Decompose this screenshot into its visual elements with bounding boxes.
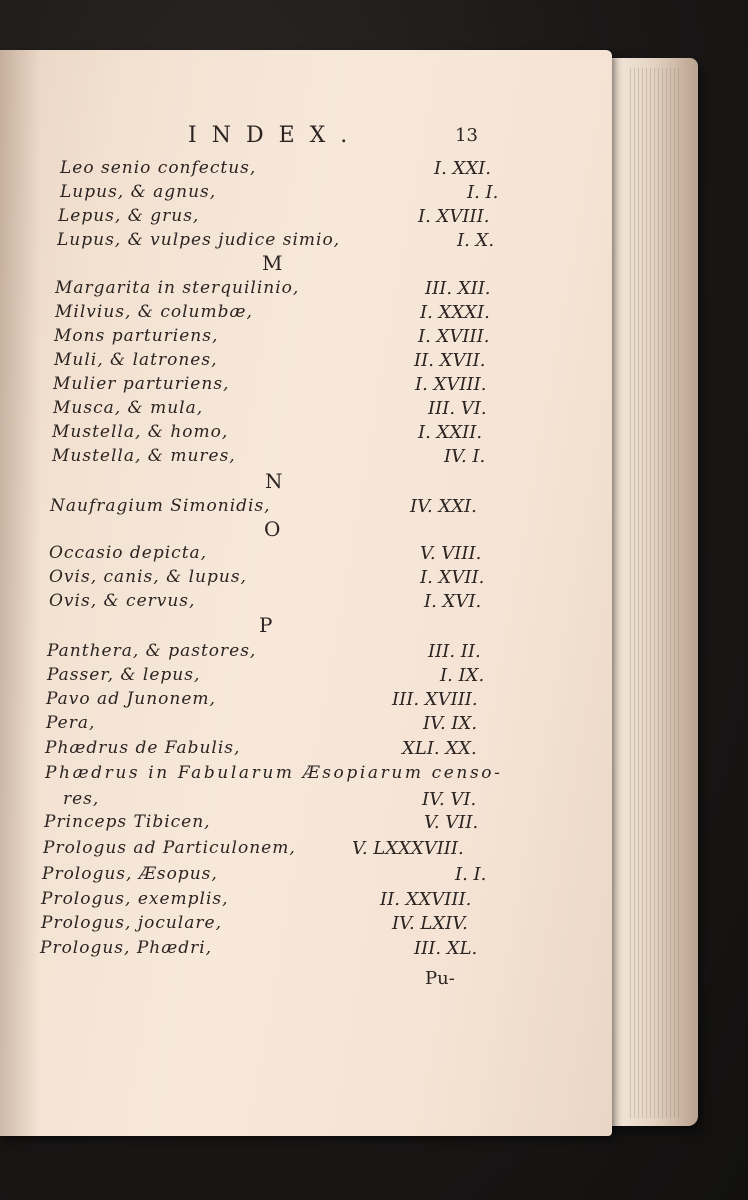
entry-reference: I. XVIII. <box>415 374 487 395</box>
section-letter-o: O <box>264 517 281 541</box>
index-entry <box>0 738 600 764</box>
page-header <box>0 123 600 155</box>
entry-label: res, <box>63 789 100 809</box>
entry-reference: I. I. <box>467 182 499 203</box>
index-entry <box>0 938 600 964</box>
index-entry <box>0 230 600 256</box>
index-entry <box>0 543 600 569</box>
entry-label: Phædrus in Fabularum Æsopiarum censo- <box>45 763 503 783</box>
entry-reference: I. I. <box>455 864 487 885</box>
index-entry <box>0 326 600 352</box>
entry-label: Passer, & lepus, <box>47 665 201 685</box>
index-entry <box>0 182 600 208</box>
index-entry <box>0 278 600 304</box>
index-entry <box>0 864 600 890</box>
entry-reference: III. XII. <box>425 278 491 299</box>
entry-reference: I. XVIII. <box>418 326 490 347</box>
index-entry <box>0 763 600 789</box>
entry-label: Panthera, & pastores, <box>47 641 257 661</box>
entry-reference: III. II. <box>428 641 481 662</box>
entry-label: Muli, & latrones, <box>54 350 218 370</box>
entry-reference: IV. IX. <box>423 713 478 734</box>
entry-reference: V. LXXXVIII. <box>352 838 464 859</box>
index-entry <box>0 889 600 915</box>
index-entry <box>0 838 600 864</box>
entry-label: Milvius, & columbæ, <box>55 302 253 322</box>
index-entry <box>0 665 600 691</box>
entry-label: Lupus, & agnus, <box>60 182 217 202</box>
entry-reference: I. XVIII. <box>418 206 490 227</box>
entry-reference: XLI. XX. <box>402 738 477 759</box>
entry-label: Mustella, & mures, <box>52 446 236 466</box>
index-entry <box>0 446 600 472</box>
index-entry <box>0 713 600 739</box>
entry-label: Musca, & mula, <box>53 398 204 418</box>
index-title: INDEX. <box>188 123 363 148</box>
entry-label: Ovis, canis, & lupus, <box>49 567 247 587</box>
entry-label: Lupus, & vulpes judice simio, <box>57 230 341 250</box>
entry-reference: III. XL. <box>414 938 478 959</box>
index-entry <box>0 422 600 448</box>
section-letter-m: M <box>262 251 283 275</box>
entry-label: Mons parturiens, <box>54 326 219 346</box>
entry-reference: I. XXI. <box>434 158 492 179</box>
entry-reference: IV. VI. <box>422 789 477 810</box>
entry-reference: I. XXXI. <box>420 302 490 323</box>
index-entry <box>0 641 600 667</box>
page-edges <box>630 68 682 1118</box>
section-letter-p: P <box>259 613 273 637</box>
entry-reference: V. VII. <box>424 812 479 833</box>
entry-reference: IV. LXIV. <box>392 913 468 934</box>
entry-label: Ovis, & cervus, <box>49 591 196 611</box>
index-entry <box>0 689 600 715</box>
index-entry <box>0 158 600 184</box>
entry-reference: V. VIII. <box>420 543 482 564</box>
entry-reference: I. XXII. <box>418 422 483 443</box>
entry-reference: I. XVII. <box>420 567 485 588</box>
entry-reference: III. XVIII. <box>392 689 478 710</box>
index-entry <box>0 302 600 328</box>
entry-label: Prologus, exemplis, <box>41 889 229 909</box>
entry-reference: I. IX. <box>440 665 485 686</box>
entry-label: Prologus, joculare, <box>41 913 222 933</box>
entry-label: Phædrus de Fabulis, <box>45 738 241 758</box>
index-entry <box>0 374 600 400</box>
entry-reference: III. VI. <box>428 398 487 419</box>
entry-label: Naufragium Simonidis, <box>50 496 271 516</box>
entry-label: Princeps Tibicen, <box>44 812 211 832</box>
section-letter-n: N <box>265 469 283 493</box>
index-entry <box>0 591 600 617</box>
entry-label: Prologus ad Particulonem, <box>43 838 296 858</box>
index-entry <box>0 206 600 232</box>
entry-label: Mustella, & homo, <box>52 422 229 442</box>
page-number: 13 <box>455 125 478 146</box>
index-entry <box>0 567 600 593</box>
entry-label: Mulier parturiens, <box>53 374 230 394</box>
entry-reference: IV. I. <box>444 446 486 467</box>
index-entry <box>0 913 600 939</box>
entry-label: Lepus, & grus, <box>58 206 200 226</box>
entry-label: Pavo ad Junonem, <box>46 689 216 709</box>
entry-label: Margarita in sterquilinio, <box>55 278 300 298</box>
index-entry <box>0 812 600 838</box>
entry-label: Occasio depicta, <box>49 543 208 563</box>
index-entry <box>0 398 600 424</box>
entry-label: Prologus, Phædri, <box>40 938 213 958</box>
entry-reference: II. XVII. <box>414 350 486 371</box>
entry-label: Pera, <box>46 713 96 733</box>
entry-reference: I. X. <box>457 230 495 251</box>
entry-label: Prologus, Æsopus, <box>42 864 218 884</box>
entry-reference: II. XXVIII. <box>380 889 472 910</box>
entry-reference: I. XVI. <box>424 591 482 612</box>
index-entry <box>0 496 600 522</box>
entry-reference: IV. XXI. <box>410 496 477 517</box>
entry-label: Leo senio confectus, <box>60 158 257 178</box>
catchword: Pu- <box>425 968 455 989</box>
index-entry <box>0 350 600 376</box>
